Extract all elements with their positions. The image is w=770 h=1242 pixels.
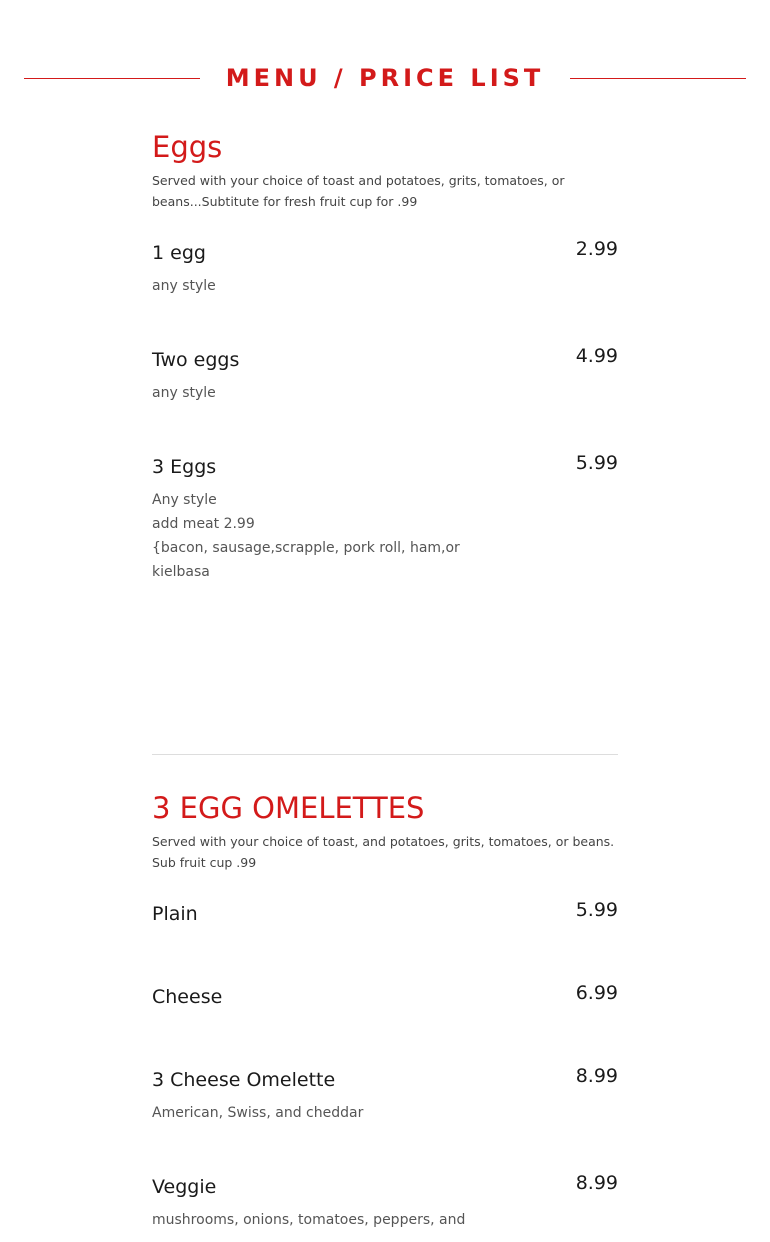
menu-item-description: Any style add meat 2.99 {bacon, sausage,scrapple, pork roll, ham,or kielbasa	[152, 492, 460, 580]
menu-item-name: 3 Eggs	[152, 456, 217, 478]
section-divider	[152, 754, 618, 755]
menu-item-name: Two eggs	[152, 349, 240, 371]
menu-section-eggs	[152, 130, 618, 580]
menu-item-price: 4.99	[575, 345, 618, 367]
header-rule-left	[24, 78, 200, 79]
menu-item-name: Cheese	[152, 986, 223, 1008]
header-rule-right	[570, 78, 746, 79]
menu-item-price: 8.99	[575, 1172, 618, 1194]
section-description: Served with your choice of toast, and potatoes, grits, tomatoes, or beans. Sub fruit cup .99	[152, 833, 615, 870]
menu-item-description: American, Swiss, and cheddar	[152, 1105, 364, 1121]
menu-item-description: any style	[152, 278, 216, 294]
menu-item-description: mushrooms, onions, tomatoes, peppers, and	[152, 1212, 466, 1228]
menu-item-price: 2.99	[575, 238, 618, 260]
menu-item-price: 8.99	[575, 1065, 618, 1087]
menu-item-price: 5.99	[575, 452, 618, 474]
menu-item-price: 5.99	[575, 899, 618, 921]
page-header	[24, 58, 746, 98]
menu-item-description: any style	[152, 385, 216, 401]
menu-section-omelettes	[152, 791, 618, 1228]
section-description: Served with your choice of toast and potatoes, grits, tomatoes, or beans...Subtitute for fresh fruit cup for .99	[152, 172, 565, 209]
section-title: Eggs	[152, 130, 223, 164]
menu-item-name: 3 Cheese Omelette	[152, 1069, 336, 1091]
section-title: 3 EGG OMELETTES	[152, 791, 425, 825]
menu-item-name: Plain	[152, 903, 198, 925]
menu-item-price: 6.99	[575, 982, 618, 1004]
page-title: MENU / PRICE LIST	[225, 64, 545, 92]
menu-item-name: Veggie	[152, 1176, 217, 1198]
menu-item-name: 1 egg	[152, 242, 206, 264]
